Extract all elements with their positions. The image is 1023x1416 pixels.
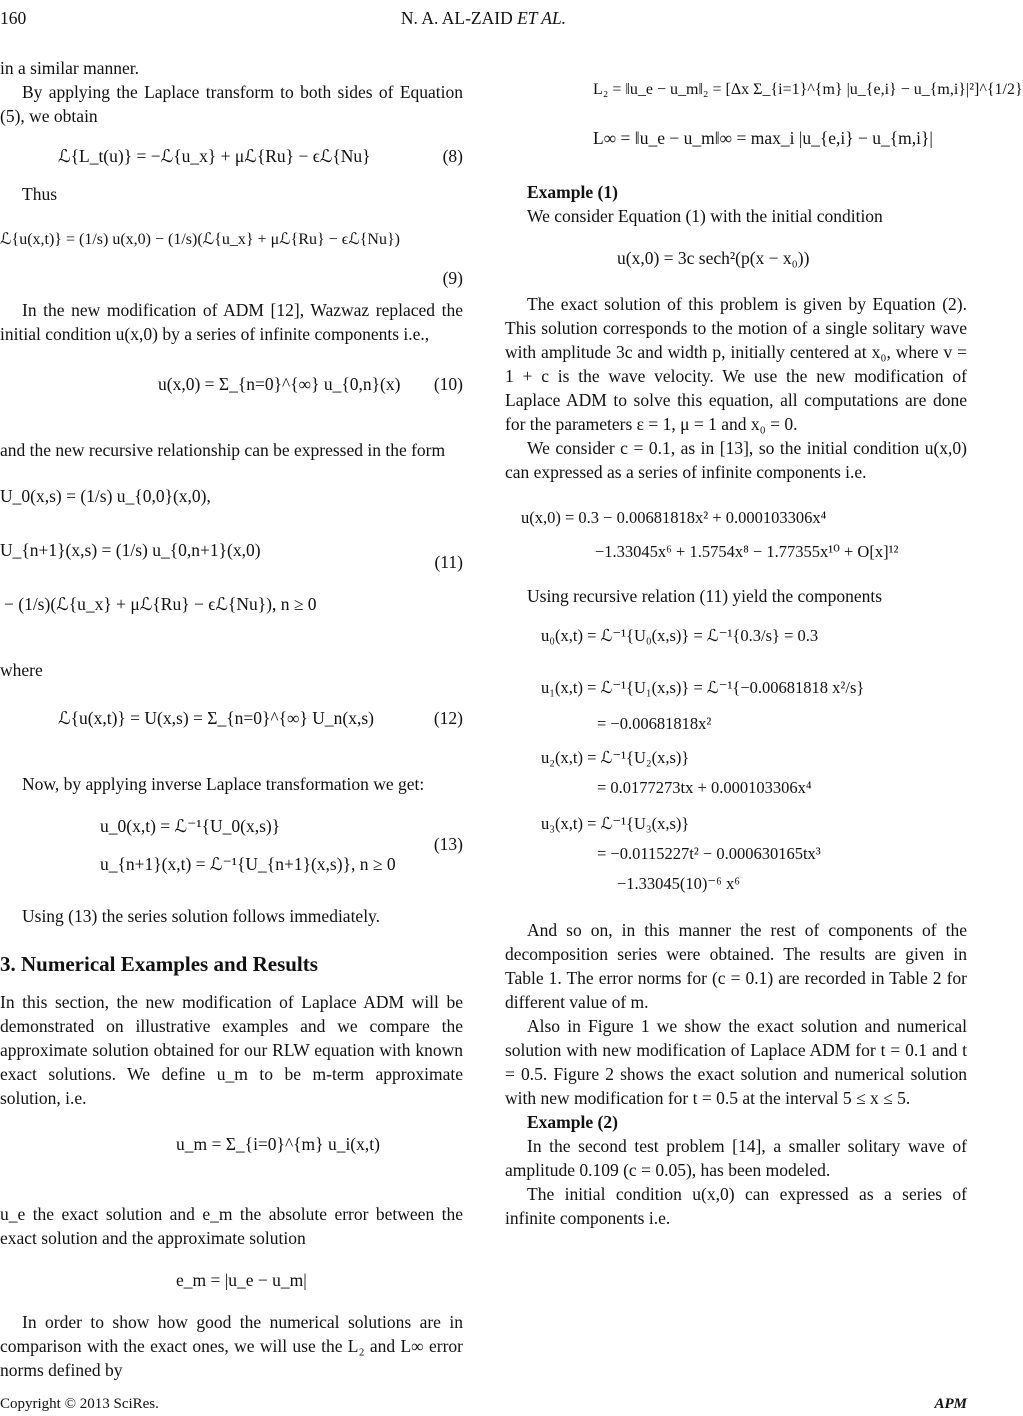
paragraph: and the new recursive relationship can be expressed in the form <box>0 440 446 460</box>
paragraph: in a similar manner. <box>0 58 139 78</box>
equation-l2-norm <box>593 78 1023 102</box>
equation-number: (8) <box>442 146 463 166</box>
equation-line: u(x,0) = 0.3 − 0.00681818x² + 0.000103306x⁴ <box>521 508 827 527</box>
equation-12 <box>58 706 463 746</box>
paragraph: In the new modification of ADM [12], Wazwaz replaced the initial condition u(x,0) by a series of infinite components i.e., <box>0 300 463 344</box>
running-title-author: N. A. AL-ZAID <box>400 8 513 28</box>
equation-number: (13) <box>433 834 463 854</box>
page-number: 160 <box>0 8 27 28</box>
equation-line: u₁(x,t) = ℒ⁻¹{U₁(x,s)} = ℒ⁻¹{−0.00681818 x²/s} <box>541 678 865 697</box>
copyright-notice: Copyright © 2013 SciRes. <box>0 1396 159 1412</box>
paragraph: where <box>0 660 43 680</box>
equation-8 <box>58 144 463 168</box>
equation-text: u(x,0) = Σ_{n=0}^{∞} u_{0,n}(x) <box>158 374 401 394</box>
paragraph: Now, by applying inverse Laplace transformation we get: <box>22 774 425 794</box>
equation-number: (11) <box>434 552 463 572</box>
equation-components <box>541 624 967 896</box>
running-title-etal: ET AL. <box>517 8 567 28</box>
equation-text: ℒ{u(x,t)} = (1/s) u(x,0) − (1/s)(ℒ{u_x} + μℒ{Ru} − ϵℒ{Nu}) <box>0 231 400 248</box>
paragraph: And so on, in this manner the rest of components of the decomposition series were obtained. The results are given in Table 1. The error norms for (c = 0.1) are recorded in Table 2 for different value of m. <box>505 920 967 1012</box>
paragraph: Thus <box>22 184 57 204</box>
paragraph: Using (13) the series solution follows immediately. <box>22 906 381 926</box>
running-header <box>0 6 967 30</box>
equation-em <box>176 1268 463 1292</box>
paragraph: The initial condition u(x,0) can expressed as a series of infinite components i.e. <box>505 1184 967 1228</box>
equation-line: U_0(x,s) = (1/s) u_{0,0}(x,0), <box>0 486 211 506</box>
running-title <box>0 6 967 30</box>
equation-line: = 0.0177273tx + 0.000103306x⁴ <box>597 778 812 797</box>
equation-text: ℒ{L_t(u)} = −ℒ{u_x} + μℒ{Ru} − ϵℒ{Nu} <box>58 146 371 166</box>
equation-line: u_{n+1}(x,t) = ℒ⁻¹{U_{n+1}(x,s)}, n ≥ 0 <box>100 854 396 874</box>
example-heading: Example (1) <box>527 182 618 202</box>
equation-text: e_m = |u_e − u_m| <box>176 1270 307 1290</box>
equation-line: −1.33045(10)⁻⁶ x⁶ <box>617 874 741 893</box>
paragraph: By applying the Laplace transform to both sides of Equation (5), we obtain <box>0 82 463 126</box>
equation-line: = −0.00681818x² <box>597 714 712 733</box>
equation-text: u_m = Σ_{i=0}^{m} u_i(x,t) <box>176 1134 380 1154</box>
paragraph: In the second test problem [14], a smaller solitary wave of amplitude 0.109 (c = 0.05), has been modeled. <box>505 1136 967 1180</box>
equation-line: −1.33045x⁶ + 1.5754x⁸ − 1.77355x¹⁰ + O[x]¹² <box>595 542 899 561</box>
example-heading: Example (2) <box>527 1112 618 1132</box>
equation-initial-condition <box>617 246 967 270</box>
equation-text: L∞ = ‖u_e − u_m‖∞ = max_i |u_{e,i} − u_{m,i}| <box>593 128 933 148</box>
equation-line: U_{n+1}(x,s) = (1/s) u_{0,n+1}(x,0) <box>0 540 261 560</box>
journal-abbreviation: APM <box>934 1396 967 1412</box>
paragraph: We consider Equation (1) with the initial condition <box>527 206 883 226</box>
equation-line: u_0(x,t) = ℒ⁻¹{U_0(x,s)} <box>100 816 281 836</box>
equation-text: ℒ{u(x,t)} = U(x,s) = Σ_{n=0}^{∞} U_n(x,s) <box>58 708 374 728</box>
equation-line: = −0.0115227t² − 0.000630165tx³ <box>597 844 821 863</box>
equation-series <box>521 506 967 564</box>
paragraph: Using recursive relation (11) yield the components <box>527 586 883 606</box>
paragraph: Also in Figure 1 we show the exact solution and numerical solution with new modification of Laplace ADM for t = 0.1 and t = 0.5. Figure 2 shows the exact solution and numerical solution with new modification for t = 0.5 at the interval 5 ≤ x ≤ 5. <box>505 1016 967 1108</box>
equation-10 <box>158 372 463 412</box>
equation-9 <box>0 226 463 288</box>
equation-line: u₂(x,t) = ℒ⁻¹{U₂(x,s)} <box>541 748 690 767</box>
paragraph: We consider c = 0.1, as in [13], so the initial condition u(x,0) can expressed as a series of infinite components i.e. <box>505 438 967 482</box>
paragraph: u_e the exact solution and e_m the absolute error between the exact solution and the approximate solution <box>0 1204 463 1248</box>
equation-line: u₃(x,t) = ℒ⁻¹{U₃(x,s)} <box>541 814 690 833</box>
equation-line: − (1/s)(ℒ{u_x} + μℒ{Ru} − ϵℒ{Nu}), n ≥ 0 <box>4 594 317 614</box>
right-column <box>505 62 1023 1230</box>
section-heading: 3. Numerical Examples and Results <box>0 952 318 976</box>
paragraph: In order to show how good the numerical solutions are in comparison with the exact ones, we will use the L₂ and L∞ error norms defined by <box>0 1312 463 1380</box>
equation-linf-norm <box>593 126 967 150</box>
equation-line: u₀(x,t) = ℒ⁻¹{U₀(x,s)} = ℒ⁻¹{0.3/s} = 0.3 <box>541 626 819 645</box>
equation-number: (9) <box>442 268 463 288</box>
equation-text: L₂ = ‖u_e − u_m‖₂ = [Δx Σ_{i=1}^{m} |u_{e,i} − u_{m,i}|²]^{1/2} <box>593 81 1023 98</box>
equation-text: u(x,0) = 3c sech²(p(x − x₀)) <box>617 248 810 268</box>
equation-number: (10) <box>433 374 463 394</box>
equation-11 <box>0 484 463 650</box>
equation-13 <box>0 814 463 894</box>
equation-um <box>176 1132 463 1180</box>
paragraph: In this section, the new modification of Laplace ADM will be demonstrated on illustrative examples and we compare the approximate solution obtained for our RLW equation with known exact solutions. We define u_m to be m-term approximate solution, i.e. <box>0 992 463 1108</box>
paragraph: The exact solution of this problem is given by Equation (2). This solution corresponds to the motion of a single solitary wave with amplitude 3c and width p, initially centered at x₀, where v = 1 + c is the wave velocity. We use the new modification of Laplace ADM to solve this equation, all computations are done for the parameters ε = 1, μ = 1 and x₀ = 0. <box>505 294 967 434</box>
left-column <box>0 56 463 1382</box>
equation-number: (12) <box>433 708 463 728</box>
